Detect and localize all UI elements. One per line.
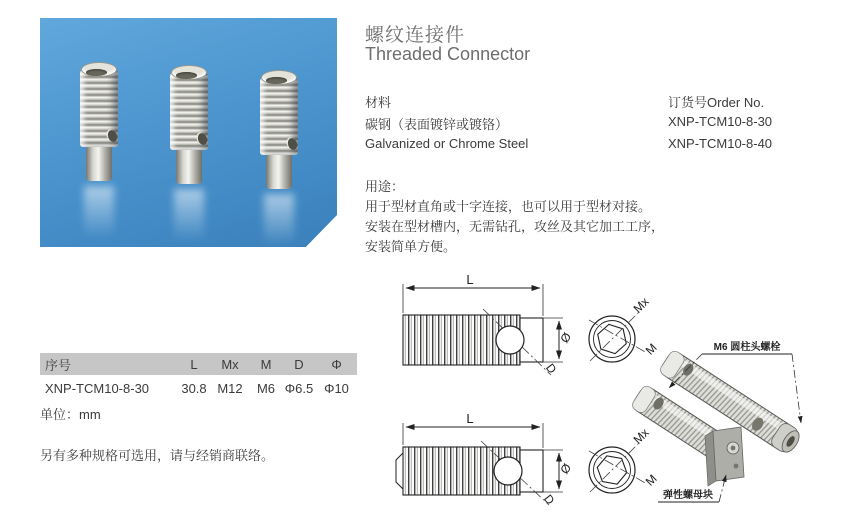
cell-mx: M12 — [217, 380, 243, 396]
order-label: 订货号Order No. — [668, 95, 765, 110]
dim-label-mx: Mx — [630, 425, 652, 447]
col-header-d: D — [294, 356, 304, 372]
dim-label-d: D — [542, 360, 560, 377]
col-header-phi: Φ — [331, 356, 342, 372]
cell-l: 30.8 — [181, 380, 207, 396]
nut-block — [705, 427, 744, 486]
dim-label-diameter: Ø — [557, 460, 575, 477]
dim-label-diameter: Ø — [557, 329, 575, 346]
callout-bolt-label: M6 圆柱头螺栓 — [713, 342, 781, 353]
usage-line-3: 安装简单方便。 — [365, 239, 457, 254]
dim-label-m: M — [642, 340, 660, 358]
order-number-1: XNP-TCM10-8-30 — [668, 114, 773, 129]
cell-serial: XNP-TCM10-8-30 — [45, 380, 150, 396]
usage-label: 用途： — [365, 179, 405, 194]
dim-label-mx: Mx — [630, 294, 652, 316]
dim-label-l: L — [466, 411, 474, 426]
unit-note: 单位：mm — [40, 407, 101, 422]
page-title-en: Threaded Connector — [365, 44, 531, 64]
side-view-top — [403, 272, 574, 377]
cell-d: Φ6.5 — [284, 380, 314, 396]
col-header-serial: 序号 — [45, 357, 72, 373]
cell-phi: Φ10 — [324, 380, 349, 396]
dim-label-m: M — [642, 471, 660, 489]
page-title-zh: 螺纹连接件 — [365, 25, 466, 46]
usage-line-2: 安装在型材槽内，无需钻孔，攻丝及其它加工工序， — [365, 219, 665, 234]
cell-m: M6 — [256, 380, 276, 396]
callout-nut-label: 弹性螺母块 — [663, 490, 713, 501]
dim-label-l: L — [466, 272, 474, 287]
side-view-bottom — [396, 411, 574, 508]
material-zh: 碳钢（表面镀锌或镀铬） — [365, 117, 509, 132]
order-number-2: XNP-TCM10-8-40 — [668, 136, 773, 151]
assembly-illustration — [630, 340, 803, 502]
usage-line-1: 用于型材直角或十字连接，也可以用于型材对接。 — [365, 199, 652, 214]
material-label: 材料 — [365, 95, 392, 110]
col-header-mx: Mx — [221, 356, 239, 372]
col-header-m: M — [260, 356, 272, 372]
footer-note: 另有多种规格可选用，请与经销商联络。 — [40, 448, 275, 463]
end-view-bottom — [589, 426, 660, 493]
material-en: Galvanized or Chrome Steel — [365, 136, 529, 151]
dim-label-d: D — [540, 491, 558, 508]
col-header-l: L — [190, 356, 198, 372]
end-view-top — [589, 295, 660, 362]
